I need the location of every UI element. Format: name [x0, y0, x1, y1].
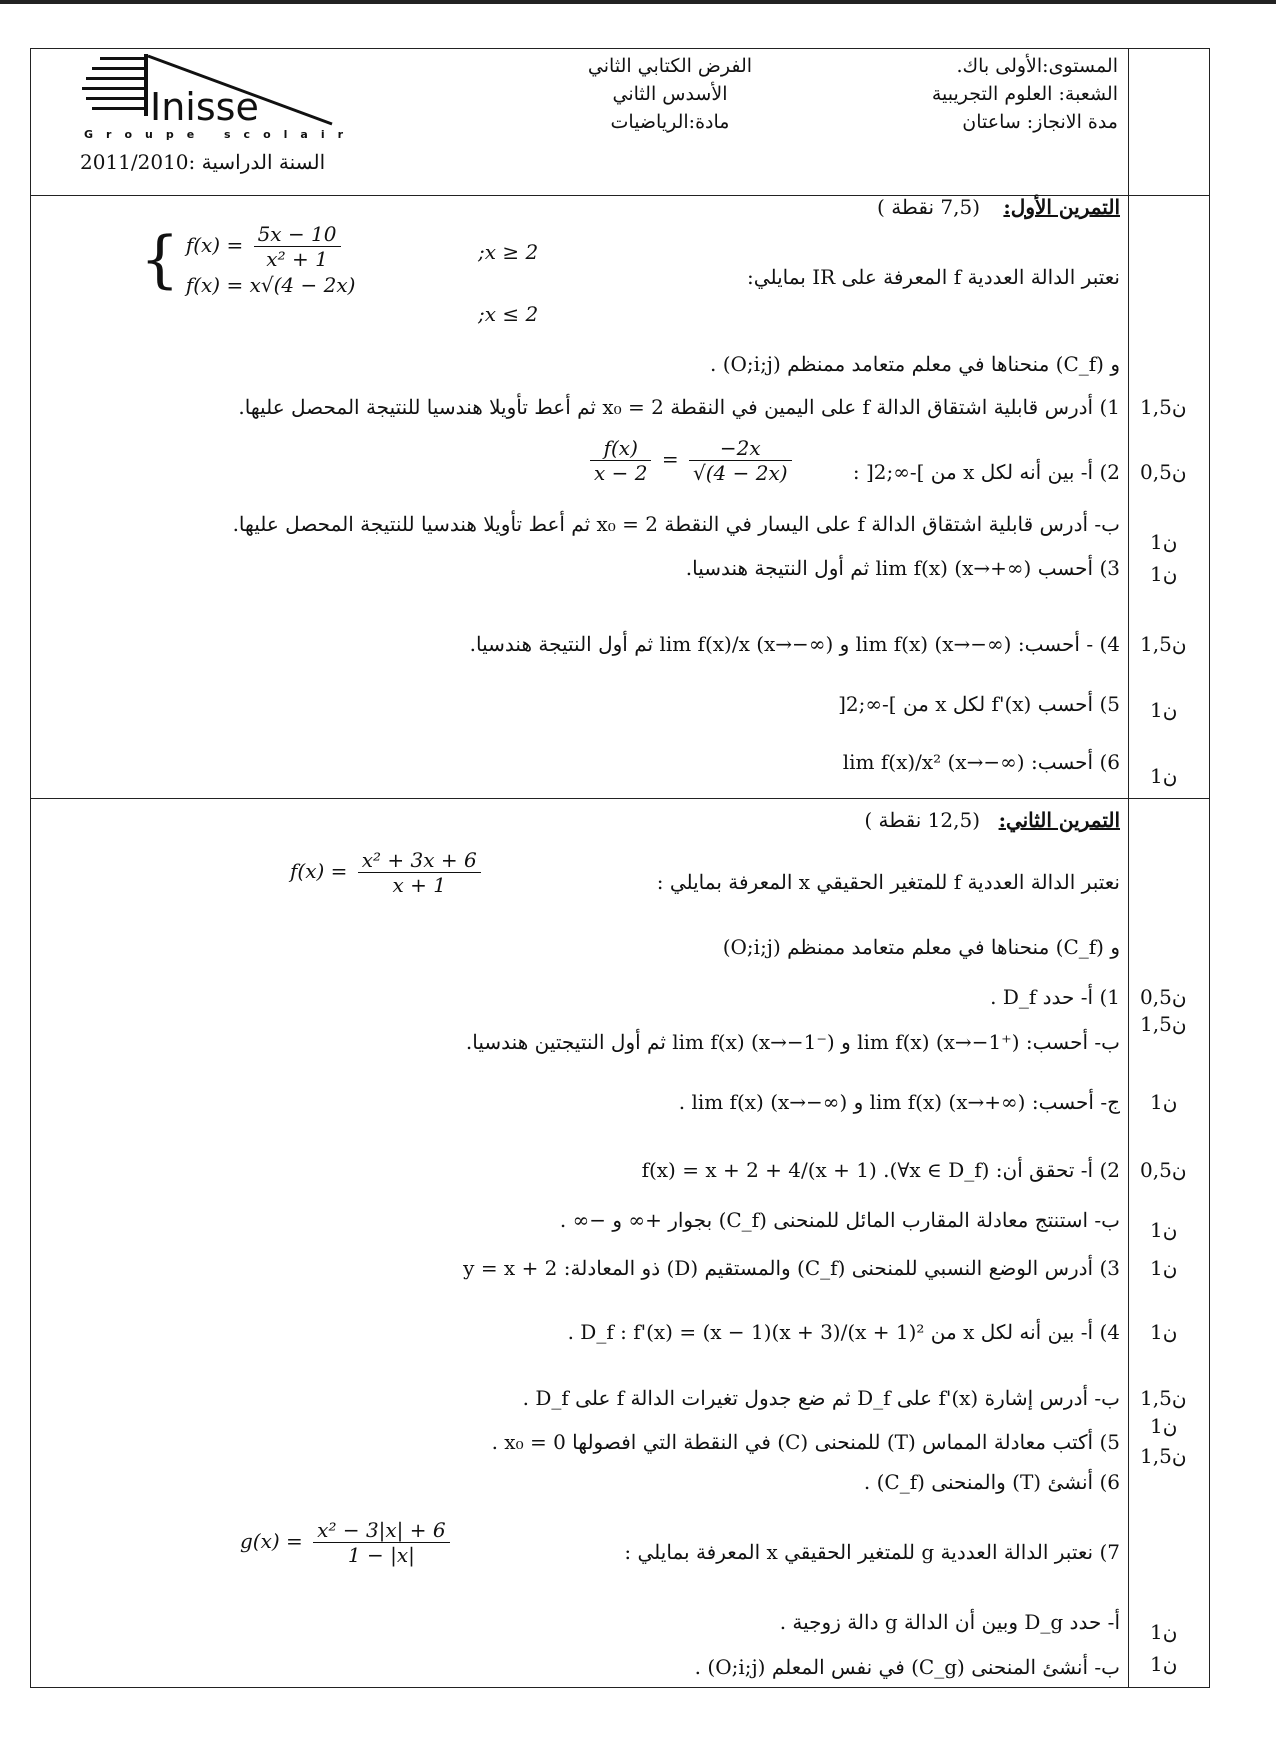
ex1-cond1: ;x ≥ 2	[478, 240, 539, 264]
ex2-def-num: x² + 3x + 6	[358, 848, 481, 873]
school-logo	[82, 52, 352, 142]
duration-text: مدة الانجاز: ساعتان	[962, 111, 1118, 133]
ex2-g-definition: g(x) = $\frac{\text{x² − 3|x| + 6}}{1 - |x|}$	[240, 1518, 454, 1567]
ex1-mark-q1: 1,5ن	[1140, 395, 1187, 419]
ex1-cond2: ;x ≤ 2	[478, 302, 539, 326]
ex2-title	[999, 808, 1120, 832]
ex1-q5: 5) أحسب f'(x) لكل x من ]-∞;2[	[838, 692, 1120, 716]
ex1-mark-q6: 1ن	[1150, 764, 1178, 788]
ex2-repere: و (C_f) منحناها في معلم متعامد ممنظم (O;i;j)	[722, 935, 1120, 959]
ex1-def2: f(x) = x√(4 − 2x)	[185, 273, 356, 297]
ex1-q2a: 2) أ- بين أنه لكل x من ]-∞;2[ :	[852, 460, 1120, 484]
subject-text: مادة:الرياضيات	[610, 111, 730, 133]
ex2-q5: 5) أكتب معادلة المماس (T) للمنحنى (C) في النقطة التي افصولها x₀ = 0 .	[491, 1430, 1120, 1454]
ex2-mark-q7a: 1ن	[1150, 1620, 1178, 1644]
logo-graphic	[82, 52, 352, 142]
ex2-q7a: أ- حدد D_g وبين أن الدالة g دالة زوجية .	[779, 1610, 1120, 1634]
ex2-q1b: ب- أحسب: lim f(x) (x→−1⁺) و lim f(x) (x→−1⁻) ثم أول النتيجتين هندسيا.	[465, 1030, 1120, 1054]
ex2-mark-q3: 1ن	[1150, 1256, 1178, 1280]
ex2-mark-q4a: 1ن	[1150, 1320, 1178, 1344]
school-year: السنة الدراسية :2011/2010	[80, 150, 326, 174]
ex2-q4a: 4) أ- بين أنه لكل x من D_f : f'(x) = (x − 1)(x + 3)/(x + 1)² .	[567, 1320, 1120, 1344]
ex1-def1-num: 5x − 10	[254, 222, 341, 247]
ex1-q2b: ب- أدرس قابلية اشتقاق الدالة f على اليسار في النقطة x₀ = 2 ثم أعط تأويلا هندسيا للنتيجة المحصل عليها.	[232, 512, 1120, 536]
ex2-q4b: ب- أدرس إشارة f'(x) على D_f ثم ضع جدول تغيرات الدالة f على D_f .	[522, 1386, 1120, 1410]
ex1-definition: { f(x) = $\frac{5x - 10}{\text{x² + 1}}$ f(x) = x√(4 − 2x)	[140, 222, 356, 297]
ex1-mark-q2a: 0,5ن	[1140, 460, 1187, 484]
ex2-mark-q1a: 0,5ن	[1140, 985, 1187, 1009]
ex1-def1-den: x² + 1	[266, 247, 328, 271]
marks-column-divider	[1128, 48, 1129, 1688]
logo-name: Inisse	[150, 85, 259, 129]
ex2-def-den: x + 1	[392, 873, 446, 897]
exercise-divider	[30, 798, 1210, 799]
ex2-mark-q4b: 1,5ن	[1140, 1386, 1187, 1410]
ex2-q2a: 2) أ- تحقق أن: f(x) = x + 2 + 4/(x + 1) .(∀x ∈ D_f)	[641, 1158, 1120, 1182]
ex2-mark-q2b: 1ن	[1150, 1218, 1178, 1242]
ex2-q7b: ب- أنشئ المنحنى (C_g) في نفس المعلم (O;i;j) .	[694, 1655, 1120, 1679]
top-border	[0, 0, 1276, 4]
ex2-title-text: التمرين الثاني:	[998, 808, 1120, 832]
ex1-title	[1003, 195, 1120, 219]
ex2-q1c: ج- أحسب: lim f(x) (x→+∞) و lim f(x) (x→−∞) .	[678, 1090, 1120, 1114]
ex1-mark-q4: 1,5ن	[1140, 632, 1187, 656]
ex1-q3: 3) أحسب lim f(x) (x→+∞) ثم أول النتيجة هندسيا.	[685, 556, 1120, 580]
ex2-definition: f(x) = $\frac{\text{x² + 3x + 6}}{x + 1}$	[290, 848, 485, 897]
ex2-mark-q1b: 1,5ن	[1140, 1012, 1187, 1036]
ex1-q4: 4) - أحسب: lim f(x) (x→−∞) و lim f(x)/x (x→−∞) ثم أول النتيجة هندسيا.	[469, 632, 1120, 656]
ex2-g-num: x² − 3|x| + 6	[313, 1518, 449, 1543]
logo-tagline: Groupe scolaire	[84, 128, 352, 141]
ex2-g-den: 1 − |x|	[347, 1543, 415, 1567]
ex1-title-text: التمرين الأول:	[1003, 195, 1120, 219]
ex1-q1: 1) أدرس قابلية اشتقاق الدالة f على اليمين في النقطة x₀ = 2 ثم أعط تأويلا هندسيا للنتيجة المحصل عليها.	[238, 395, 1120, 419]
ex1-repere: و (C_f) منحناها في معلم متعامد ممنظم (O;i;j) .	[710, 352, 1120, 376]
ex2-mark-q5: 1ن	[1150, 1414, 1178, 1438]
ex1-q2a-formula: $\frac{f(x)}{x - 2}$ = $\frac{-2x}{√(4 - 2x)}$	[586, 436, 796, 485]
ex2-q6: 6) أنشئ (T) والمنحنى (C_f) .	[863, 1470, 1120, 1494]
exam-info	[560, 52, 780, 136]
ex2-mark-q1c: 1ن	[1150, 1090, 1178, 1114]
ex1-intro: نعتبر الدالة العددية f المعرفة على IR بمايلي:	[747, 265, 1120, 289]
ex1-mark-q3: 1ن	[1150, 562, 1178, 586]
ex2-intro: نعتبر الدالة العددية f للمتغير الحقيقي x المعرفة بمايلي :	[656, 870, 1120, 894]
ex2-mark-q6: 1,5ن	[1140, 1444, 1187, 1468]
ex2-mark-q2a: 0,5ن	[1140, 1158, 1187, 1182]
ex1-mark-q2b: 1ن	[1150, 530, 1178, 554]
branch-text: الشعبة: العلوم التجريبية	[931, 83, 1118, 105]
ex2-q3: 3) أدرس الوضع النسبي للمنحنى (C_f) والمستقيم (D) ذو المعادلة: y = x + 2	[463, 1256, 1120, 1280]
level-text: المستوى:الأولى باك.	[956, 55, 1118, 77]
ex2-points: (12,5 نقطة )	[864, 808, 980, 832]
ex2-q7: 7) نعتبر الدالة العددية g للمتغير الحقيقي x المعرفة بمايلي :	[624, 1540, 1120, 1564]
header-info	[932, 52, 1118, 136]
ex2-q2b: ب- استنتج معادلة المقارب المائل للمنحنى (C_f) بجوار +∞ و −∞ .	[559, 1208, 1120, 1232]
ex2-q1a: 1) أ- حدد D_f .	[990, 985, 1120, 1009]
ex2-mark-q7b: 1ن	[1150, 1652, 1178, 1676]
ex1-mark-q5: 1ن	[1150, 698, 1178, 722]
ex1-points: (7,5 نقطة )	[877, 195, 980, 219]
exam-title: الفرض الكتابي الثاني	[587, 55, 753, 77]
ex1-q6: 6) أحسب: lim f(x)/x² (x→−∞)	[842, 750, 1120, 774]
semester-text: الأسدس الثاني	[612, 83, 728, 105]
